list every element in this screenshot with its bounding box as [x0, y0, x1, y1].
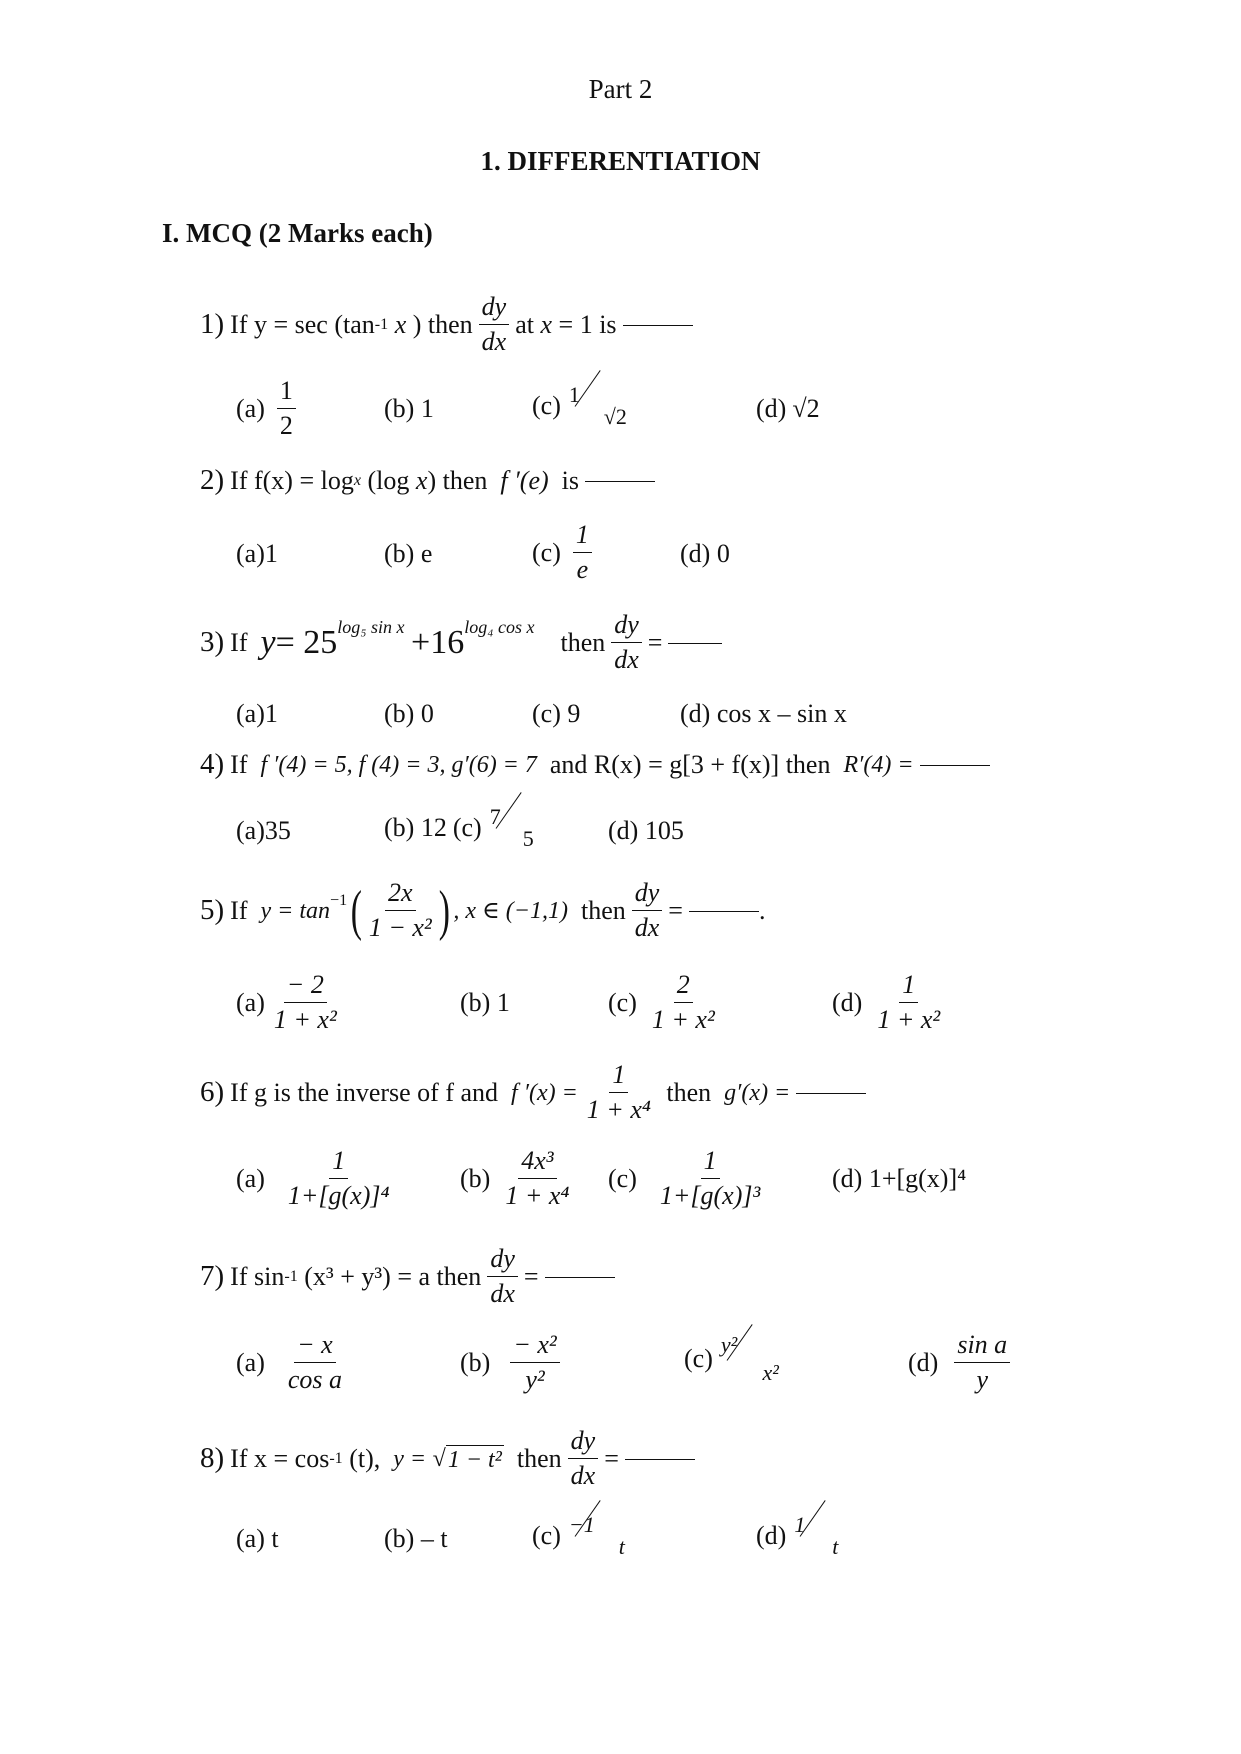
question-number: 1)	[200, 308, 225, 340]
slash-fraction: 1 √2	[567, 384, 627, 428]
option-c: (c) $\frac{1}{\text{1+[g(x)]³}}$	[608, 1146, 761, 1210]
option-c: (c) 1 √2	[532, 384, 627, 428]
option-d: (d) 1+[g(x)]⁴	[832, 1164, 967, 1193]
option-a: (a) $\frac{- x}{\text{cos a}}$	[236, 1330, 343, 1394]
option-a: (a) t	[236, 1524, 279, 1553]
derivative-fraction: $\frac{dy}{dx}$	[611, 612, 642, 673]
option-a: (a)35	[236, 816, 291, 845]
option-c: (c) $\frac{1}{e}$	[532, 522, 598, 583]
argument-fraction: $\frac{2x}{\text{1 − x²}}$	[368, 878, 432, 942]
option-d: (d) 105	[608, 816, 684, 845]
option-a: (a)1	[236, 539, 278, 568]
option-a: (a) $\frac{- 2}{\text{1 + x²}}$	[236, 970, 337, 1034]
part-heading: Part 2	[588, 74, 653, 104]
question-number: 5)	[200, 894, 225, 926]
question-3: 3) If y = 25 $^{log_5 sin x}$ +16 $^{log_4 cos x}$ then $\frac{dy}{dx}$ =	[200, 612, 722, 673]
slash-fraction: 1 t	[792, 1514, 838, 1558]
question-6: 6) If g is the inverse of f and f ′(x) = $\frac{1}{\text{1 + x⁴}}$ then g′(x) =	[200, 1062, 866, 1123]
question-number: 8)	[200, 1442, 225, 1474]
question-8: 8) If x = cos -1 (t), y = √ 1 − t² then $\frac{dy}{dx}$ =	[200, 1428, 695, 1489]
answer-blank	[796, 1092, 866, 1094]
option-b: (b) – t	[384, 1524, 448, 1553]
question-number: 6)	[200, 1076, 225, 1108]
option-d: (d) 0	[680, 539, 730, 568]
option-c: (c) −1 t	[532, 1514, 625, 1558]
question-text: If y = sec (tan	[230, 309, 375, 339]
option-d: (d) $\frac{\text{sin a}}{y}$	[908, 1332, 1016, 1393]
question-4: 4) If f ′(4) = 5, f (4) = 3, g′(6) = 7 and R(x) = g[3 + f(x)] then R′(4) =	[200, 750, 990, 779]
option-c: (c) y² x²	[684, 1334, 779, 1384]
answer-blank	[625, 1458, 695, 1460]
option-b: (b) $\frac{\text{− x²}}{\text{y²}}$	[460, 1332, 566, 1393]
question-number: 3)	[200, 626, 225, 658]
slash-fraction: y² x²	[719, 1334, 779, 1384]
option-d: (d) 1 t	[756, 1514, 838, 1558]
option-a: (a) $\frac{1}{2}$	[236, 378, 302, 439]
option-b: (b) 0	[384, 699, 434, 728]
answer-blank	[545, 1276, 615, 1278]
option-c: (c) $\frac{2}{\text{1 + x²}}$	[608, 970, 715, 1034]
slash-fraction: 7 5	[488, 806, 534, 850]
answer-blank	[689, 910, 759, 912]
option-c: (c) 9	[532, 699, 581, 728]
question-5: 5) If y = tan $^{-1}$ ( $\frac{2x}{\text{1 − x²}}$ ) , x ∈ (−1,1) then $\frac{dy}{dx}$ = .	[200, 878, 766, 942]
question-number: 7)	[200, 1260, 225, 1292]
option-b: (b) e	[384, 539, 433, 568]
question-number: 4)	[200, 748, 225, 780]
square-root: 1 − t²	[447, 1447, 502, 1473]
answer-blank	[920, 764, 990, 766]
question-2: 2) If f(x) = log x (log x ) then f ′(e) is	[200, 466, 655, 495]
derivative-fraction: $\frac{dy}{dx}$	[632, 880, 663, 941]
derivative-fraction: $\frac{dy}{dx}$	[568, 1428, 599, 1489]
answer-blank	[668, 642, 722, 644]
option-b: (b) 1	[460, 988, 510, 1017]
section-title: I. MCQ (2 Marks each)	[162, 218, 433, 248]
question-7: 7) If sin -1 (x³ + y³) = a then $\frac{dy}{dx}$ =	[200, 1246, 615, 1307]
slash-fraction: −1 t	[567, 1514, 625, 1558]
option-d: (d) cos x – sin x	[680, 699, 847, 728]
answer-blank	[585, 480, 655, 482]
option-a: (a)1	[236, 699, 278, 728]
option-d: (d) √2	[756, 394, 820, 423]
question-number: 2)	[200, 464, 225, 496]
derivative-fraction: $\frac{1}{\text{1 + x⁴}}$	[586, 1060, 651, 1124]
question-1: 1) If y = sec (tan -1 x ) then $\frac{dy}{dx}$ at x = 1 is	[200, 294, 693, 355]
option-d: (d) $\frac{1}{\text{1 + x²}}$	[832, 970, 941, 1034]
derivative-fraction: $\frac{dy}{dx}$	[479, 294, 510, 355]
option-b: (b) 1	[384, 394, 434, 423]
option-b: (b) $\frac{\text{4x³}}{\text{1 + x⁴}}$	[460, 1146, 570, 1210]
option-a: (a) $\frac{1}{\text{1+[g(x)]⁴}}$	[236, 1146, 390, 1210]
answer-blank	[623, 324, 693, 326]
chapter-title: 1. DIFFERENTIATION	[480, 146, 761, 176]
derivative-fraction: $\frac{dy}{dx}$	[487, 1246, 518, 1307]
option-b: (b) 12 (c) 7 5	[384, 806, 534, 850]
